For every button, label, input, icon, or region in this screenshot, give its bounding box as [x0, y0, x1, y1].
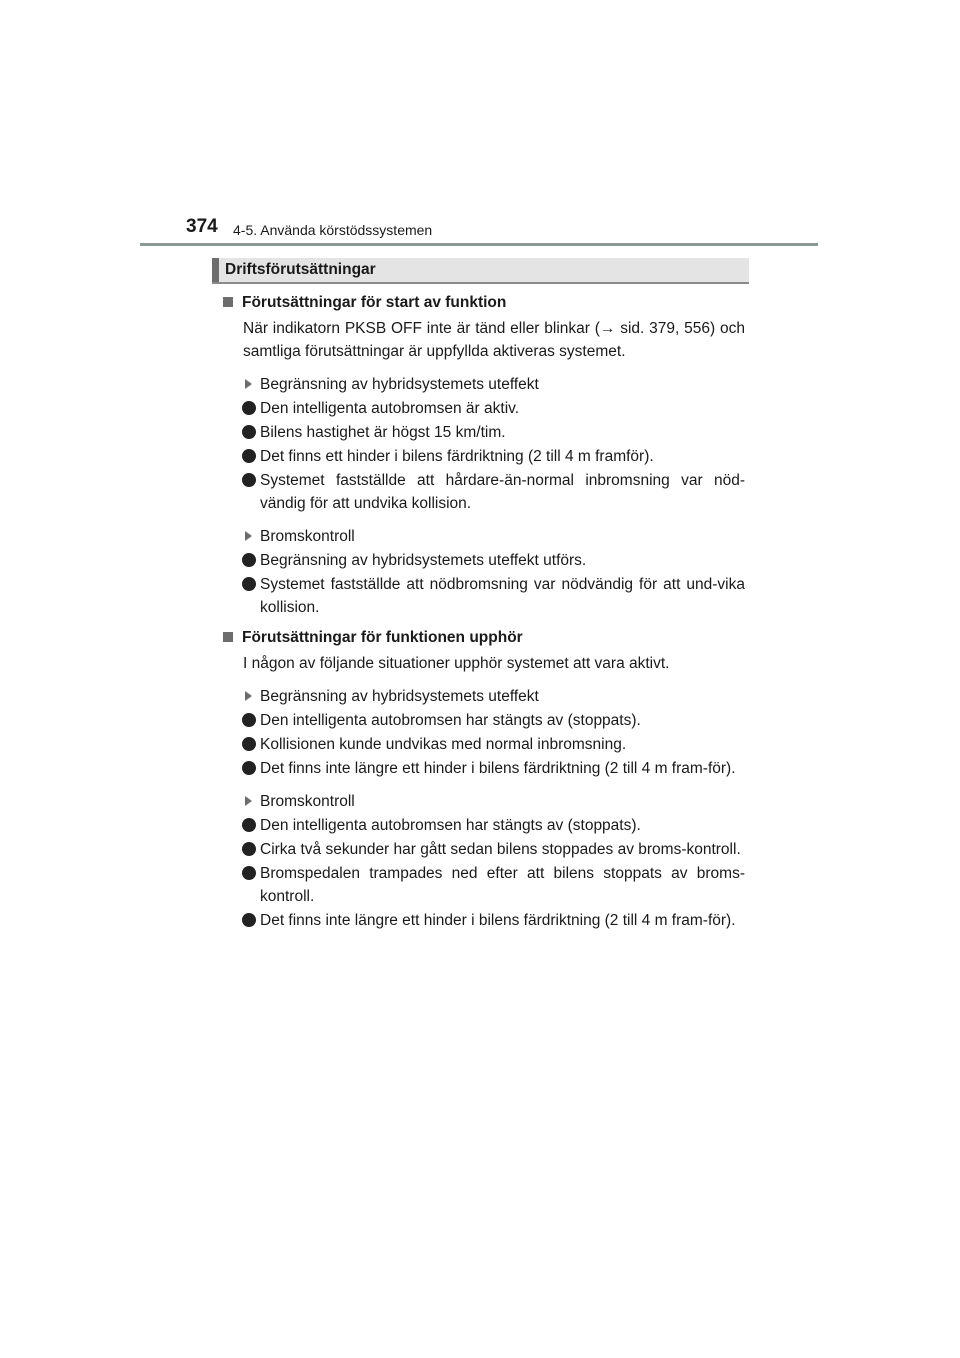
start-output-group-label: Begränsning av hybridsystemets uteffekt [260, 376, 539, 393]
chapter-title: 4-5. Använda körstödssystemen [233, 222, 433, 238]
list-item-text: Systemet fastställde att hårdare-än-normal inbromsning var nöd-vändig för att undvika kollision. [260, 472, 745, 512]
list-item [223, 757, 745, 780]
list-item-text: Bromspedalen trampades ned efter att bilens stoppats av broms-kontroll. [260, 865, 745, 905]
list-item [223, 814, 745, 837]
stop-heading-text: Förutsättningar för funktionen upphör [242, 629, 523, 646]
dot-bullet-icon [242, 842, 256, 856]
list-item-text: Bilens hastighet är högst 15 km/tim. [260, 424, 506, 441]
list-item-text: Systemet fastställde att nödbromsning var nödvändig för att und-vika kollision. [260, 576, 745, 616]
list-item [223, 709, 745, 732]
start-heading [223, 291, 745, 314]
list-item-text: Kollisionen kunde undvikas med normal inbromsning. [260, 736, 627, 753]
dot-bullet-icon [242, 553, 256, 567]
dot-bullet-icon [242, 737, 256, 751]
start-brake-group [223, 525, 745, 548]
stop-brake-group-label: Bromskontroll [260, 793, 355, 810]
list-item [223, 469, 745, 515]
list-item [223, 421, 745, 444]
triangle-bullet-icon [245, 379, 252, 389]
list-item [223, 397, 745, 420]
dot-bullet-icon [242, 866, 256, 880]
stop-intro: I någon av följande situationer upphör systemet att vara aktivt. [243, 655, 670, 672]
stop-output-group-label: Begränsning av hybridsystemets uteffekt [260, 688, 539, 705]
header-divider [140, 243, 818, 246]
list-item-text: Det finns inte längre ett hinder i bilens färdriktning (2 till 4 m fram-för). [260, 760, 736, 777]
list-item-text: Den intelligenta autobromsen har stängts av (stoppats). [260, 817, 641, 834]
list-item-text: Cirka två sekunder har gått sedan bilens stoppades av broms-kontroll. [260, 841, 741, 858]
dot-bullet-icon [242, 913, 256, 927]
list-item [223, 733, 745, 756]
dot-bullet-icon [242, 761, 256, 775]
list-item-text: Det finns ett hinder i bilens färdriktning (2 till 4 m framför). [260, 448, 654, 465]
start-heading-text: Förutsättningar för start av funktion [242, 294, 507, 311]
dot-bullet-icon [242, 449, 256, 463]
section-marker [212, 258, 219, 282]
start-output-group [223, 373, 745, 396]
list-item-text: Begränsning av hybridsystemets uteffekt utförs. [260, 552, 587, 569]
list-item-text: Den intelligenta autobromsen är aktiv. [260, 400, 520, 417]
dot-bullet-icon [242, 577, 256, 591]
list-item [223, 549, 745, 572]
stop-heading [223, 626, 745, 649]
list-item [223, 838, 745, 861]
triangle-bullet-icon [245, 796, 252, 806]
section-title: Driftsförutsättningar [225, 261, 376, 278]
list-item [223, 445, 745, 468]
triangle-bullet-icon [245, 531, 252, 541]
square-bullet-icon [223, 297, 233, 307]
dot-bullet-icon [242, 401, 256, 415]
dot-bullet-icon [242, 425, 256, 439]
list-item-text: Den intelligenta autobromsen har stängts av (stoppats). [260, 712, 641, 729]
dot-bullet-icon [242, 473, 256, 487]
list-item-text: Det finns inte längre ett hinder i bilens färdriktning (2 till 4 m fram-för). [260, 912, 736, 929]
start-brake-group-label: Bromskontroll [260, 528, 355, 545]
list-item [223, 573, 745, 619]
dot-bullet-icon [242, 818, 256, 832]
triangle-bullet-icon [245, 691, 252, 701]
start-intro: När indikatorn PKSB OFF inte är tänd eller blinkar (→ sid. 379, 556) och samtliga förutsättningar är uppfyllda aktiveras systemet. [243, 320, 745, 360]
stop-brake-group [223, 790, 745, 813]
dot-bullet-icon [242, 713, 256, 727]
section-header [212, 258, 749, 284]
square-bullet-icon [223, 632, 233, 642]
stop-output-group [223, 685, 745, 708]
list-item [223, 862, 745, 908]
list-item [223, 909, 745, 932]
page-number: 374 [186, 216, 218, 237]
content [223, 288, 745, 932]
